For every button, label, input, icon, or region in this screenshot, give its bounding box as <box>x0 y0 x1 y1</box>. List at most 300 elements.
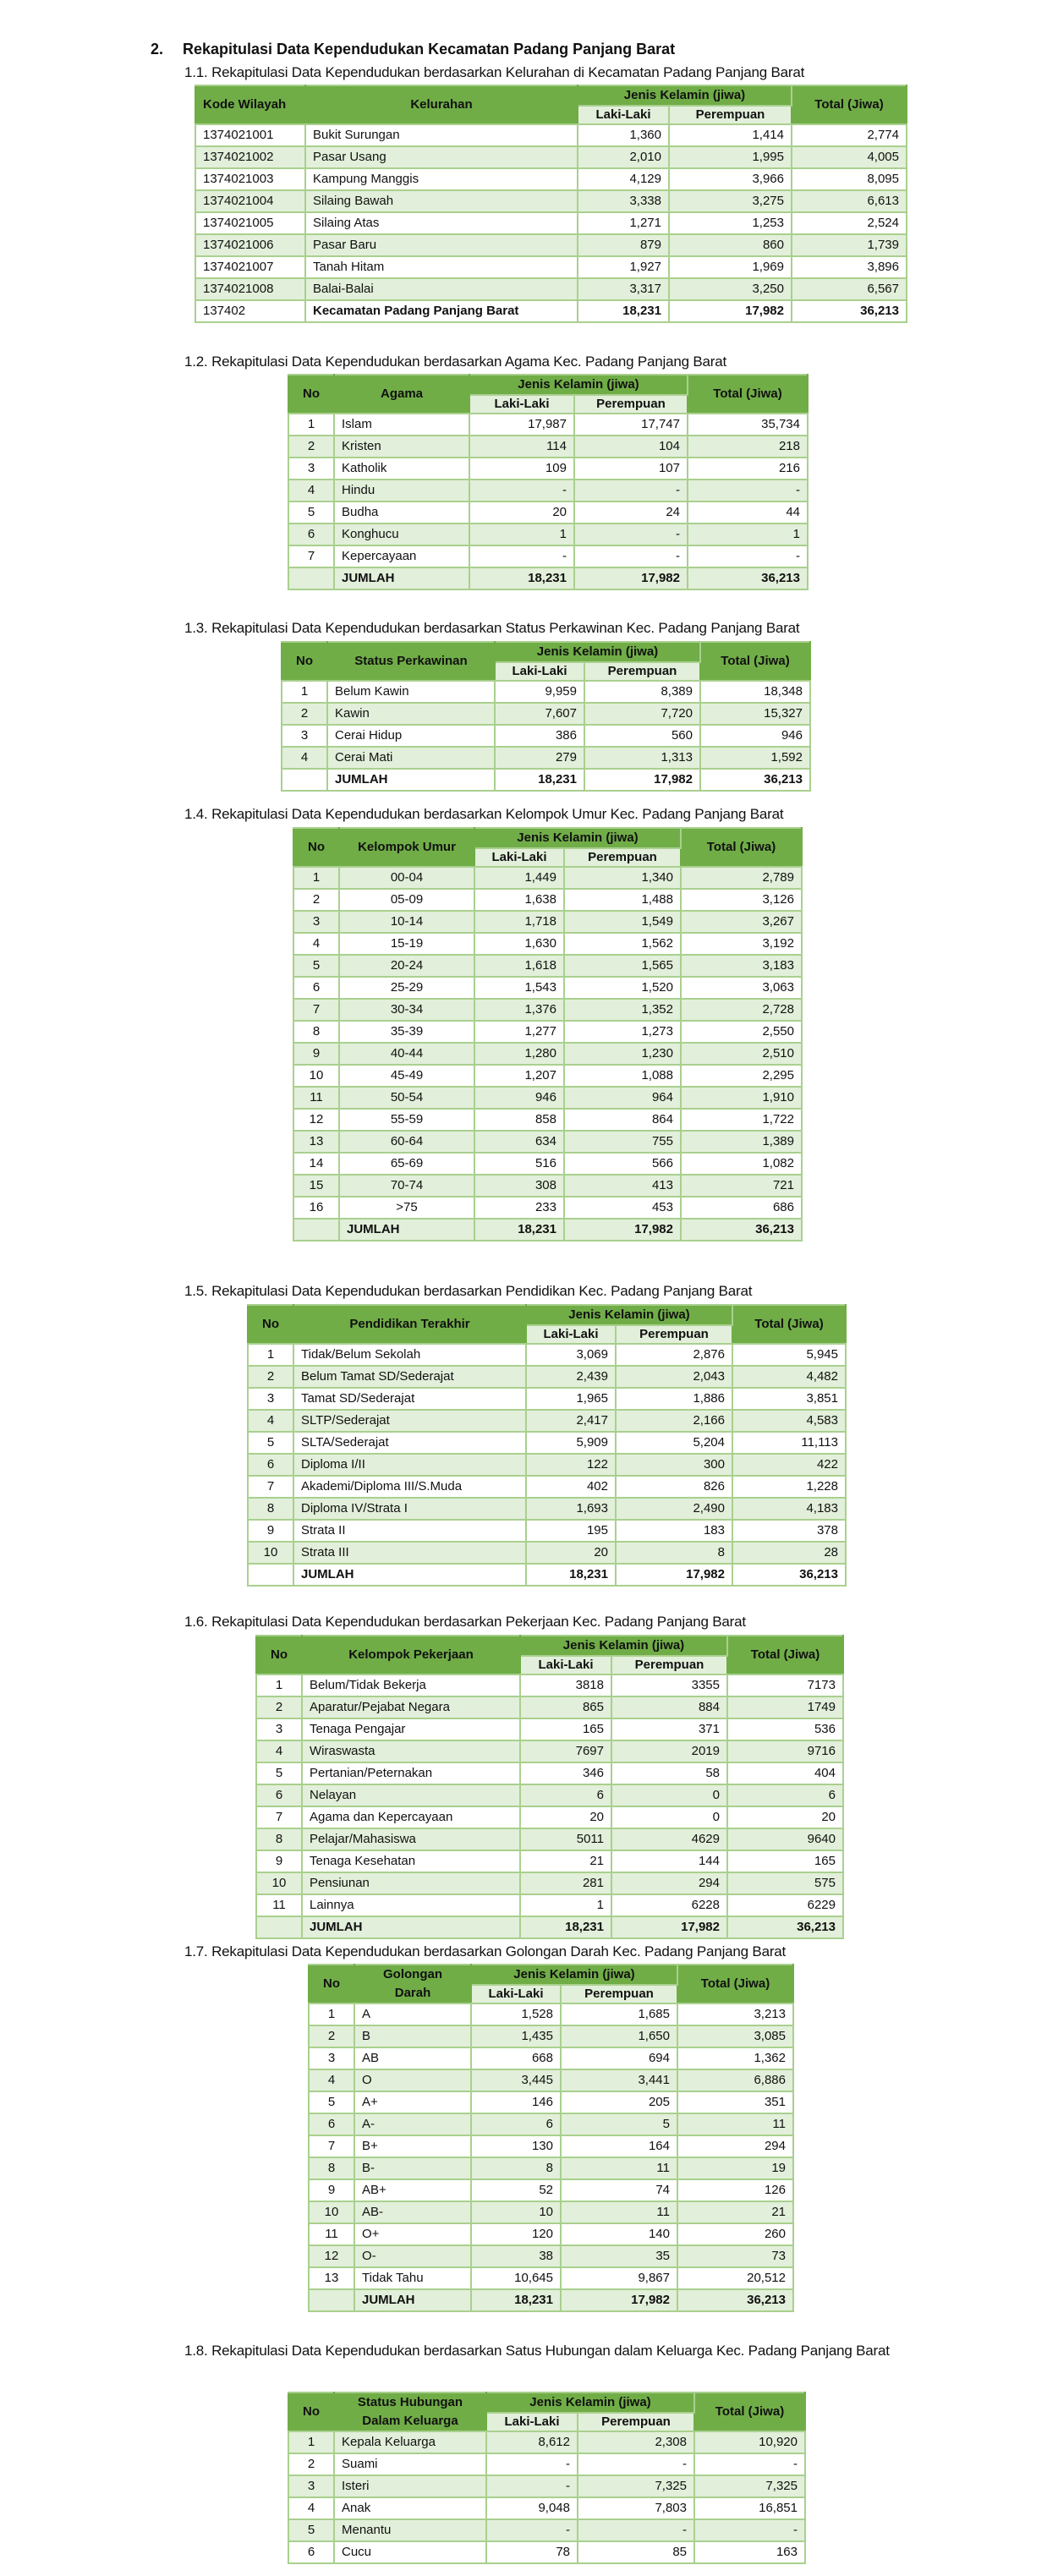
cell-no: 11 <box>293 1087 339 1109</box>
cell-laki-laki: 18,231 <box>474 1219 564 1241</box>
header-no: No <box>282 642 327 681</box>
cell-laki-laki: 146 <box>471 2091 561 2113</box>
cell-laki-laki: 2,010 <box>578 146 669 168</box>
cell-total: 946 <box>700 725 810 747</box>
cell-label: Cerai Mati <box>327 747 495 769</box>
cell-total: 2,789 <box>681 867 802 889</box>
table-kelurahan <box>195 85 907 323</box>
cell-perempuan: 17,982 <box>616 1564 732 1586</box>
cell-label: Cucu <box>334 2541 486 2563</box>
table-row <box>288 2497 805 2519</box>
cell-perempuan: 2,490 <box>616 1498 732 1520</box>
cell-no: 11 <box>256 1894 302 1916</box>
cell-total: 3,126 <box>681 889 802 911</box>
cell-total: 35,734 <box>688 414 808 436</box>
cell-laki-laki: 20 <box>526 1542 616 1564</box>
total-row <box>248 1564 846 1586</box>
cell-perempuan: 694 <box>561 2047 677 2069</box>
header-laki-laki: Laki-Laki <box>526 1325 616 1344</box>
cell-laki-laki: - <box>486 2475 578 2497</box>
section-title: Rekapitulasi Data Kependudukan Kecamatan Padang Panjang Barat <box>183 41 676 58</box>
cell-laki-laki: 18,231 <box>578 300 669 322</box>
cell-label: Pelajar/Mahasiswa <box>302 1828 520 1850</box>
cell-label: SLTP/Sederajat <box>293 1410 526 1432</box>
cell-perempuan: 140 <box>561 2223 677 2245</box>
cell-perempuan: 17,982 <box>584 769 700 791</box>
header-jenis-kelamin: Jenis Kelamin (jiwa) <box>474 828 681 848</box>
cell-laki-laki: 18,231 <box>495 769 584 791</box>
cell-perempuan: 7,325 <box>578 2475 694 2497</box>
cell-no <box>256 1916 302 1938</box>
cell-total: 28 <box>732 1542 846 1564</box>
cell-total: 6,613 <box>792 190 907 212</box>
cell-laki-laki: - <box>469 545 574 567</box>
section-heading <box>151 41 675 58</box>
cell-no: 2 <box>248 1366 293 1388</box>
cell-label: O- <box>354 2245 471 2267</box>
cell-total: 163 <box>694 2541 805 2563</box>
cell-laki-laki: 402 <box>526 1476 616 1498</box>
cell-total: 216 <box>688 458 808 480</box>
cell-perempuan: 1,488 <box>564 889 681 911</box>
cell-total: 36,213 <box>732 1564 846 1586</box>
table-row <box>293 955 802 977</box>
table-row <box>293 933 802 955</box>
cell-total: 378 <box>732 1520 846 1542</box>
table-row <box>309 2201 793 2223</box>
cell-laki-laki: 21 <box>520 1850 611 1872</box>
header-total: Total (Jiwa) <box>688 375 808 414</box>
cell-laki-laki: 516 <box>474 1153 564 1175</box>
cell-total: 2,728 <box>681 999 802 1021</box>
cell-perempuan: 2019 <box>611 1740 727 1762</box>
cell-no: 4 <box>282 747 327 769</box>
cell-label: Cerai Hidup <box>327 725 495 747</box>
cell-label: Suami <box>334 2453 486 2475</box>
cell-perempuan: 1,352 <box>564 999 681 1021</box>
cell-laki-laki: 3,069 <box>526 1344 616 1366</box>
table-agama <box>288 374 809 590</box>
header-pendidikan-terakhir: Pendidikan Terakhir <box>293 1305 526 1344</box>
cell-label: Hindu <box>334 480 469 501</box>
cell-perempuan: 453 <box>564 1197 681 1219</box>
cell-perempuan: 3,966 <box>669 168 792 190</box>
cell-label: O <box>354 2069 471 2091</box>
cell-perempuan: - <box>574 545 688 567</box>
cell-laki-laki: 1,543 <box>474 977 564 999</box>
cell-no: 9 <box>293 1043 339 1065</box>
cell-laki-laki: 122 <box>526 1454 616 1476</box>
cell-no: 7 <box>309 2135 354 2157</box>
table-golongan-darah <box>308 1964 794 2312</box>
cell-laki-laki: 5,909 <box>526 1432 616 1454</box>
cell-kode-wilayah: 137402 <box>195 300 305 322</box>
cell-perempuan: 24 <box>574 501 688 523</box>
cell-no: 1 <box>248 1344 293 1366</box>
cell-perempuan: 9,867 <box>561 2267 677 2289</box>
cell-label: 50-54 <box>339 1087 474 1109</box>
cell-no: 4 <box>309 2069 354 2091</box>
cell-label: Belum Kawin <box>327 681 495 703</box>
cell-no: 1 <box>256 1674 302 1696</box>
cell-label: 30-34 <box>339 999 474 1021</box>
cell-perempuan: 17,982 <box>611 1916 727 1938</box>
table-row <box>282 747 810 769</box>
cell-perempuan: 755 <box>564 1131 681 1153</box>
header-total: Total (Jiwa) <box>700 642 810 681</box>
table-row <box>288 523 808 545</box>
cell-laki-laki: 233 <box>474 1197 564 1219</box>
table-row <box>293 1021 802 1043</box>
cell-label: A+ <box>354 2091 471 2113</box>
cell-no: 4 <box>288 2497 334 2519</box>
cell-label: 05-09 <box>339 889 474 911</box>
cell-no: 1 <box>288 414 334 436</box>
header-jenis-kelamin: Jenis Kelamin (jiwa) <box>526 1305 732 1325</box>
cell-perempuan: 1,273 <box>564 1021 681 1043</box>
cell-perempuan: 74 <box>561 2179 677 2201</box>
table-row <box>293 1175 802 1197</box>
cell-no: 3 <box>288 458 334 480</box>
cell-laki-laki: 38 <box>471 2245 561 2267</box>
header-jenis-kelamin: Jenis Kelamin (jiwa) <box>469 375 688 395</box>
cell-no: 13 <box>293 1131 339 1153</box>
cell-no: 14 <box>293 1153 339 1175</box>
cell-perempuan: 7,720 <box>584 703 700 725</box>
cell-no: 2 <box>293 889 339 911</box>
table-row <box>248 1520 846 1542</box>
cell-total: 8,095 <box>792 168 907 190</box>
table-row <box>256 1674 843 1696</box>
cell-no: 7 <box>248 1476 293 1498</box>
cell-perempuan: 1,088 <box>564 1065 681 1087</box>
table-1-6-title: 1.6. Rekapitulasi Data Kependudukan berdasarkan Pekerjaan Kec. Padang Panjang Barat <box>184 1614 746 1630</box>
cell-perempuan: 17,747 <box>574 414 688 436</box>
table-1-4-title: 1.4. Rekapitulasi Data Kependudukan berdasarkan Kelompok Umur Kec. Padang Panjang Barat <box>184 806 784 822</box>
cell-label: AB <box>354 2047 471 2069</box>
cell-no: 5 <box>309 2091 354 2113</box>
cell-label: Kepala Keluarga <box>334 2431 486 2453</box>
cell-no: 2 <box>309 2025 354 2047</box>
table-pendidikan <box>247 1304 847 1587</box>
cell-label: Kampung Manggis <box>305 168 578 190</box>
cell-total: 1,592 <box>700 747 810 769</box>
cell-no: 3 <box>293 911 339 933</box>
cell-total: 422 <box>732 1454 846 1476</box>
cell-laki-laki: 18,231 <box>471 2289 561 2311</box>
cell-perempuan: 1,565 <box>564 955 681 977</box>
header-perempuan: Perempuan <box>561 1985 677 2003</box>
table-row <box>309 2091 793 2113</box>
cell-perempuan: 3,441 <box>561 2069 677 2091</box>
cell-perempuan: - <box>578 2519 694 2541</box>
cell-total: 21 <box>677 2201 793 2223</box>
cell-laki-laki: 3,338 <box>578 190 669 212</box>
cell-total: 44 <box>688 501 808 523</box>
cell-label: B <box>354 2025 471 2047</box>
cell-no: 8 <box>256 1828 302 1850</box>
cell-total: 7173 <box>727 1674 843 1696</box>
cell-label: >75 <box>339 1197 474 1219</box>
cell-label: Anak <box>334 2497 486 2519</box>
cell-total: 575 <box>727 1872 843 1894</box>
header-no: No <box>309 1965 354 2003</box>
cell-label: Pasar Usang <box>305 146 578 168</box>
cell-label: Pertanian/Peternakan <box>302 1762 520 1784</box>
header-laki-laki: Laki-Laki <box>471 1985 561 2003</box>
header-total: Total (Jiwa) <box>792 85 907 124</box>
table-hubungan-keluarga <box>288 2392 806 2564</box>
cell-total: 9716 <box>727 1740 843 1762</box>
table-row <box>288 2541 805 2563</box>
header-perempuan: Perempuan <box>584 662 700 681</box>
cell-no: 1 <box>282 681 327 703</box>
cell-no: 5 <box>256 1762 302 1784</box>
cell-total: 5,945 <box>732 1344 846 1366</box>
header-jenis-kelamin: Jenis Kelamin (jiwa) <box>520 1636 727 1656</box>
cell-perempuan: 2,308 <box>578 2431 694 2453</box>
cell-laki-laki: 879 <box>578 234 669 256</box>
cell-laki-laki: 109 <box>469 458 574 480</box>
header-perempuan: Perempuan <box>578 2413 694 2431</box>
cell-kode-wilayah: 1374021007 <box>195 256 305 278</box>
cell-total: 404 <box>727 1762 843 1784</box>
cell-total-label: JUMLAH <box>293 1564 526 1586</box>
cell-label: Bukit Surungan <box>305 124 578 146</box>
cell-laki-laki: - <box>469 480 574 501</box>
cell-total: 9640 <box>727 1828 843 1850</box>
cell-no: 6 <box>248 1454 293 1476</box>
cell-total: 1,362 <box>677 2047 793 2069</box>
cell-total: 6,886 <box>677 2069 793 2091</box>
table-row <box>293 889 802 911</box>
cell-perempuan: 4629 <box>611 1828 727 1850</box>
header-total: Total (Jiwa) <box>677 1965 793 2003</box>
cell-laki-laki: 5011 <box>520 1828 611 1850</box>
cell-total: 3,851 <box>732 1388 846 1410</box>
cell-perempuan: 1,253 <box>669 212 792 234</box>
cell-perempuan: 17,982 <box>669 300 792 322</box>
cell-total: 2,295 <box>681 1065 802 1087</box>
cell-laki-laki: 1,271 <box>578 212 669 234</box>
cell-no: 6 <box>288 523 334 545</box>
cell-label: Tenaga Kesehatan <box>302 1850 520 1872</box>
table-row <box>309 2135 793 2157</box>
cell-laki-laki: 1,360 <box>578 124 669 146</box>
cell-no: 1 <box>309 2003 354 2025</box>
cell-laki-laki: 281 <box>520 1872 611 1894</box>
table-row <box>293 1197 802 1219</box>
cell-total: 20,512 <box>677 2267 793 2289</box>
cell-laki-laki: 1,277 <box>474 1021 564 1043</box>
cell-label: Isteri <box>334 2475 486 2497</box>
cell-no <box>309 2289 354 2311</box>
cell-perempuan: 2,043 <box>616 1366 732 1388</box>
cell-label: Strata III <box>293 1542 526 1564</box>
cell-perempuan: 8 <box>616 1542 732 1564</box>
cell-no: 7 <box>256 1806 302 1828</box>
table-row <box>288 501 808 523</box>
cell-laki-laki: 1,376 <box>474 999 564 1021</box>
cell-perempuan: 413 <box>564 1175 681 1197</box>
cell-kode-wilayah: 1374021001 <box>195 124 305 146</box>
cell-label: Belum Tamat SD/Sederajat <box>293 1366 526 1388</box>
cell-total: 1,739 <box>792 234 907 256</box>
cell-perempuan: 183 <box>616 1520 732 1542</box>
table-row <box>248 1410 846 1432</box>
table-row <box>288 2453 805 2475</box>
cell-laki-laki: 3,317 <box>578 278 669 300</box>
cell-laki-laki: 52 <box>471 2179 561 2201</box>
cell-laki-laki: 2,439 <box>526 1366 616 1388</box>
cell-label: A <box>354 2003 471 2025</box>
cell-no <box>248 1564 293 1586</box>
cell-no: 4 <box>293 933 339 955</box>
cell-laki-laki: 10,645 <box>471 2267 561 2289</box>
cell-total: 2,510 <box>681 1043 802 1065</box>
cell-label: AB- <box>354 2201 471 2223</box>
header-agama: Agama <box>334 375 469 414</box>
total-row <box>293 1219 802 1241</box>
cell-total: 36,213 <box>700 769 810 791</box>
cell-label: Lainnya <box>302 1894 520 1916</box>
cell-laki-laki: 165 <box>520 1718 611 1740</box>
table-1-5-title: 1.5. Rekapitulasi Data Kependudukan berdasarkan Pendidikan Kec. Padang Panjang Barat <box>184 1283 753 1299</box>
cell-label: 00-04 <box>339 867 474 889</box>
cell-laki-laki: 9,959 <box>495 681 584 703</box>
cell-perempuan: 1,414 <box>669 124 792 146</box>
cell-laki-laki: 20 <box>469 501 574 523</box>
table-row <box>282 725 810 747</box>
header-no: No <box>288 375 334 414</box>
cell-total: 536 <box>727 1718 843 1740</box>
cell-laki-laki: 6 <box>520 1784 611 1806</box>
cell-no: 4 <box>256 1740 302 1762</box>
cell-no: 10 <box>293 1065 339 1087</box>
cell-label: Konghucu <box>334 523 469 545</box>
cell-perempuan: 300 <box>616 1454 732 1476</box>
cell-perempuan: - <box>578 2453 694 2475</box>
table-row <box>256 1696 843 1718</box>
cell-no: 7 <box>288 545 334 567</box>
table-row <box>288 458 808 480</box>
cell-laki-laki: 1,630 <box>474 933 564 955</box>
cell-no: 7 <box>293 999 339 1021</box>
cell-kode-wilayah: 1374021003 <box>195 168 305 190</box>
table-row <box>288 545 808 567</box>
table-row <box>256 1850 843 1872</box>
cell-no: 3 <box>256 1718 302 1740</box>
cell-laki-laki: 4,129 <box>578 168 669 190</box>
header-kelompok-pekerjaan: Kelompok Pekerjaan <box>302 1636 520 1674</box>
cell-label: Agama dan Kepercayaan <box>302 1806 520 1828</box>
header-status-line2: Dalam Keluarga <box>362 2414 458 2428</box>
cell-no: 6 <box>293 977 339 999</box>
cell-total: 126 <box>677 2179 793 2201</box>
cell-label: 25-29 <box>339 977 474 999</box>
table-status-perkawinan <box>281 641 811 792</box>
table-row <box>293 1043 802 1065</box>
cell-perempuan: 1,520 <box>564 977 681 999</box>
cell-no <box>293 1219 339 1241</box>
cell-laki-laki: 7,607 <box>495 703 584 725</box>
cell-perempuan: 11 <box>561 2201 677 2223</box>
header-jenis-kelamin: Jenis Kelamin (jiwa) <box>495 642 700 662</box>
cell-kode-wilayah: 1374021004 <box>195 190 305 212</box>
cell-label: Strata II <box>293 1520 526 1542</box>
cell-total: 16,851 <box>694 2497 805 2519</box>
cell-label: 35-39 <box>339 1021 474 1043</box>
cell-perempuan: 3355 <box>611 1674 727 1696</box>
cell-laki-laki: 8,612 <box>486 2431 578 2453</box>
cell-kode-wilayah: 1374021002 <box>195 146 305 168</box>
cell-no: 12 <box>293 1109 339 1131</box>
header-laki-laki: Laki-Laki <box>578 106 669 124</box>
table-row <box>248 1432 846 1454</box>
cell-perempuan: 164 <box>561 2135 677 2157</box>
cell-laki-laki: 1,528 <box>471 2003 561 2025</box>
cell-no: 3 <box>288 2475 334 2497</box>
cell-total: - <box>694 2453 805 2475</box>
cell-total: 351 <box>677 2091 793 2113</box>
cell-perempuan: 964 <box>564 1087 681 1109</box>
cell-perempuan: 17,982 <box>564 1219 681 1241</box>
cell-perempuan: 3,275 <box>669 190 792 212</box>
cell-perempuan: 6228 <box>611 1894 727 1916</box>
cell-total: 7,325 <box>694 2475 805 2497</box>
header-jenis-kelamin: Jenis Kelamin (jiwa) <box>471 1965 677 1985</box>
cell-laki-laki: 858 <box>474 1109 564 1131</box>
cell-no: 5 <box>288 2519 334 2541</box>
cell-laki-laki: 1,965 <box>526 1388 616 1410</box>
cell-perempuan: 826 <box>616 1476 732 1498</box>
header-total: Total (Jiwa) <box>727 1636 843 1674</box>
cell-no <box>288 567 334 589</box>
table-row <box>293 1087 802 1109</box>
cell-laki-laki: 1,618 <box>474 955 564 977</box>
table-row <box>288 2475 805 2497</box>
cell-label: 40-44 <box>339 1043 474 1065</box>
cell-total-label: JUMLAH <box>327 769 495 791</box>
cell-total: 36,213 <box>681 1219 802 1241</box>
header-perempuan: Perempuan <box>574 395 688 414</box>
table-row <box>248 1366 846 1388</box>
cell-total: 3,183 <box>681 955 802 977</box>
table-row <box>256 1828 843 1850</box>
cell-total: 4,005 <box>792 146 907 168</box>
table-row <box>195 146 907 168</box>
cell-no: 1 <box>288 2431 334 2453</box>
table-row <box>288 2519 805 2541</box>
cell-label: Pensiunan <box>302 1872 520 1894</box>
cell-laki-laki: 2,417 <box>526 1410 616 1432</box>
cell-total: - <box>694 2519 805 2541</box>
cell-label: B- <box>354 2157 471 2179</box>
table-row <box>309 2267 793 2289</box>
cell-laki-laki: 1,718 <box>474 911 564 933</box>
table-row <box>248 1454 846 1476</box>
header-total: Total (Jiwa) <box>694 2392 805 2431</box>
total-row <box>195 300 907 322</box>
table-row <box>256 1740 843 1762</box>
cell-total: 3,063 <box>681 977 802 999</box>
table-1-3-title: 1.3. Rekapitulasi Data Kependudukan berdasarkan Status Perkawinan Kec. Padang Panjang Barat <box>184 620 800 636</box>
cell-laki-laki: 78 <box>486 2541 578 2563</box>
cell-perempuan: 2,876 <box>616 1344 732 1366</box>
table-row <box>293 1065 802 1087</box>
table-row <box>256 1784 843 1806</box>
cell-perempuan: 860 <box>669 234 792 256</box>
